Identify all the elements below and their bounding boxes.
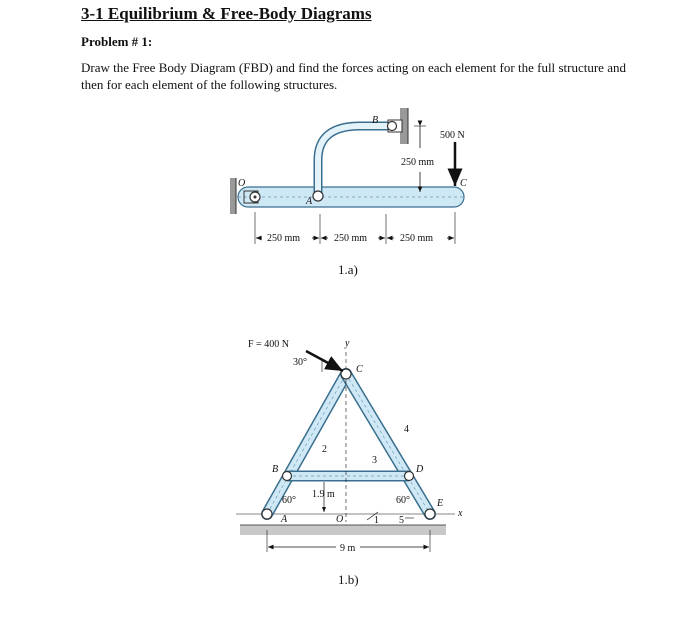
label-c: C — [460, 178, 467, 189]
force-arrow — [306, 351, 343, 371]
axis-y-label: y — [345, 338, 350, 349]
slope-left-rise: 2 — [322, 444, 327, 455]
label-o: O — [336, 514, 344, 525]
pin-b — [388, 122, 397, 131]
caption-1a: 1.a) — [338, 262, 358, 277]
label-b: B — [272, 464, 279, 475]
caption-1b: 1.b) — [338, 572, 359, 587]
label-d: D — [416, 464, 424, 475]
instructions-text: Draw the Free Body Diagram (FBD) and find the forces acting on each element for the full structure and then for each element of the following structures. — [81, 60, 626, 92]
figure-1b — [236, 338, 463, 587]
force-angle-label: 30° — [293, 357, 307, 368]
base-label: 9 m — [340, 543, 356, 554]
height-label: 1.9 m — [312, 489, 335, 500]
height-dimension: 250 mm — [401, 157, 435, 168]
label-o: O — [238, 178, 246, 189]
slope-mid: 3 — [372, 455, 377, 466]
pin-a — [313, 191, 323, 201]
pin-b — [283, 472, 292, 481]
slope-right-rise: 4 — [404, 424, 409, 435]
label-a: A — [306, 196, 313, 207]
section-heading: 3-1 Equilibrium & Free-Body Diagrams — [81, 4, 372, 23]
label-b: B — [372, 115, 379, 126]
angle-right-label: 60° — [396, 495, 410, 506]
slope-base-1: 1 — [374, 515, 379, 526]
slope-base-5: 5 — [399, 515, 404, 526]
angle-left-label: 60° — [282, 495, 296, 506]
pin-d — [405, 472, 414, 481]
problem-label: Problem # 1: — [81, 34, 153, 49]
pin-a — [262, 509, 272, 519]
ground — [240, 525, 446, 535]
axis-x-label: x — [458, 508, 463, 519]
load-label: 500 N — [440, 130, 465, 141]
span-1-label: 250 mm — [267, 233, 301, 244]
span-2-label: 250 mm — [334, 233, 368, 244]
wall-support — [230, 178, 236, 214]
pin-e — [425, 509, 435, 519]
force-label: F = 400 N — [248, 339, 289, 350]
label-c: C — [356, 364, 363, 375]
label-e: E — [437, 498, 444, 509]
label-a: A — [281, 514, 288, 525]
span-3-label: 250 mm — [400, 233, 434, 244]
figure-1a — [230, 108, 467, 277]
